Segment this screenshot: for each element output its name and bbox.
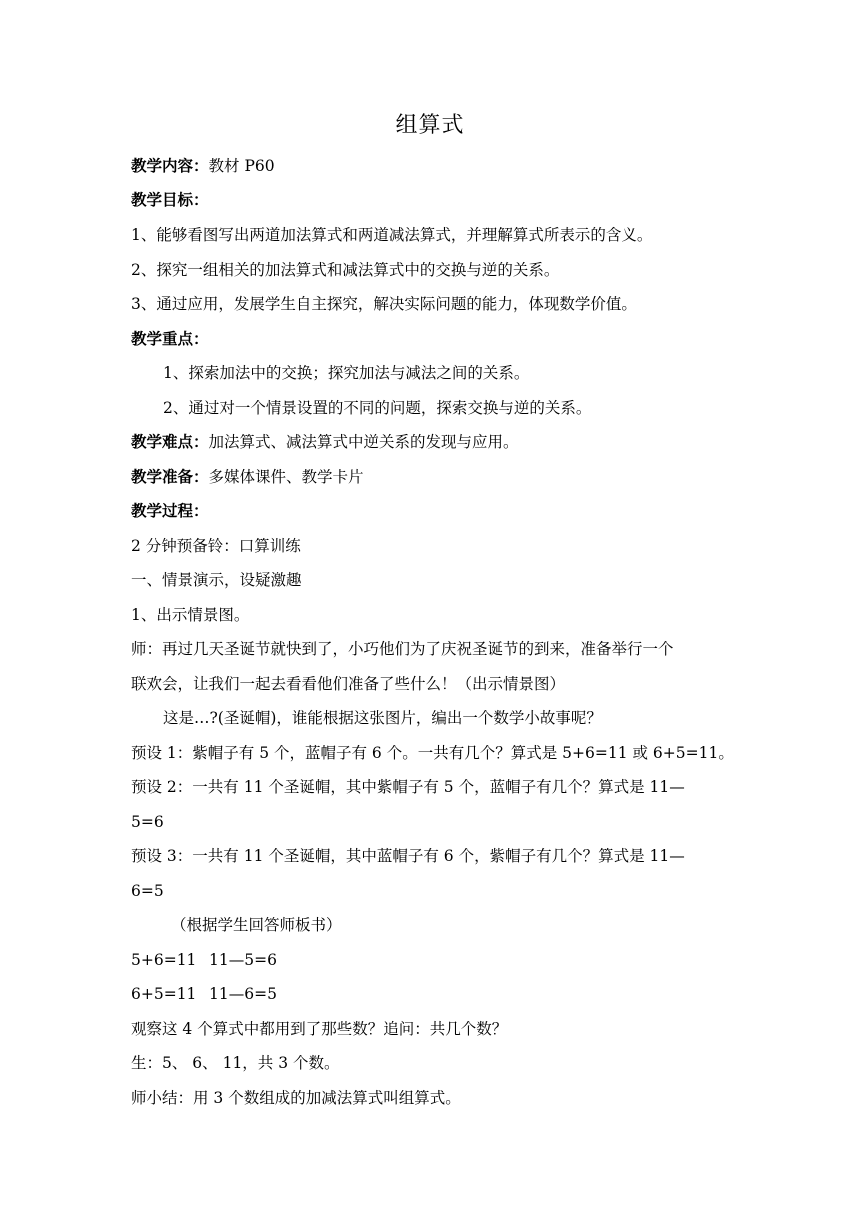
- key-point-item: 2、通过对一个情景设置的不同的问题，探索交换与逆的关系。: [163, 399, 592, 417]
- preset-line: 预设 3：一共有 11 个圣诞帽，其中蓝帽子有 6 个，紫帽子有几个？算式是 11—: [131, 847, 685, 865]
- teaching-content-line: [131, 155, 275, 177]
- scene-question: 这是…?(圣诞帽)，谁能根据这张图片，编出一个数学小故事呢？: [163, 709, 602, 727]
- equation-row: [131, 949, 277, 971]
- process-line: 2 分钟预备铃：口算训练: [131, 537, 301, 555]
- teaching-goals-label: 教学目标：: [131, 191, 209, 209]
- preparation-line: [131, 466, 364, 488]
- equation: 11—6=5: [209, 985, 277, 1003]
- teaching-content-label: 教学内容：: [131, 157, 209, 175]
- board-note: （根据学生回答师板书）: [171, 916, 342, 934]
- key-point-item: 1、探索加法中的交换；探究加法与减法之间的关系。: [163, 364, 530, 382]
- key-points-label: 教学重点：: [131, 330, 209, 348]
- goal-item: 3、通过应用，发展学生自主探究，解决实际问题的能力，体现数学价值。: [131, 295, 637, 313]
- document-title: 组算式: [395, 113, 465, 138]
- closing-line: 观察这 4 个算式中都用到了那些数？追问：共几个数？: [131, 1020, 508, 1038]
- goal-item: 1、能够看图写出两道加法算式和两道减法算式，并理解算式所表示的含义。: [131, 226, 653, 244]
- process-label: 教学过程：: [131, 502, 209, 520]
- preset-line: 预设 2：一共有 11 个圣诞帽，其中紫帽子有 5 个，蓝帽子有几个？算式是 11—: [131, 778, 685, 796]
- equation: 6+5=11: [131, 985, 197, 1003]
- goal-item: 2、探究一组相关的加法算式和减法算式中的交换与逆的关系。: [131, 261, 560, 279]
- preset-line: 6=5: [131, 882, 164, 900]
- difficulty-line: [131, 431, 519, 453]
- closing-line: 师小结：用 3 个数组成的加减法算式叫组算式。: [131, 1089, 461, 1107]
- equation-row: [131, 983, 277, 1005]
- process-line: 一、情景演示，设疑激趣: [131, 571, 302, 589]
- preparation-value: 多媒体课件、教学卡片: [208, 468, 364, 486]
- preparation-label: 教学准备：: [131, 468, 209, 486]
- equation: 5+6=11: [131, 951, 197, 969]
- closing-line: 生：5、 6、 11，共 3 个数。: [131, 1054, 340, 1072]
- preset-line: 预设 1：紫帽子有 5 个，蓝帽子有 6 个。一共有几个？算式是 5+6=11 或 6+5=11。: [131, 744, 734, 762]
- teaching-content-value: 教材 P60: [208, 157, 275, 175]
- preset-line: 5=6: [131, 813, 164, 831]
- process-line: 师：再过几天圣诞节就快到了，小巧他们为了庆祝圣诞节的到来，准备举行一个: [131, 640, 674, 658]
- process-line: 1、出示情景图。: [131, 606, 250, 624]
- equation: 11—5=6: [209, 951, 277, 969]
- process-line: 联欢会，让我们一起去看看他们准备了些什么！（出示情景图）: [131, 675, 566, 693]
- difficulty-value: 加法算式、减法算式中逆关系的发现与应用。: [208, 433, 519, 451]
- difficulty-label: 教学难点：: [131, 433, 209, 451]
